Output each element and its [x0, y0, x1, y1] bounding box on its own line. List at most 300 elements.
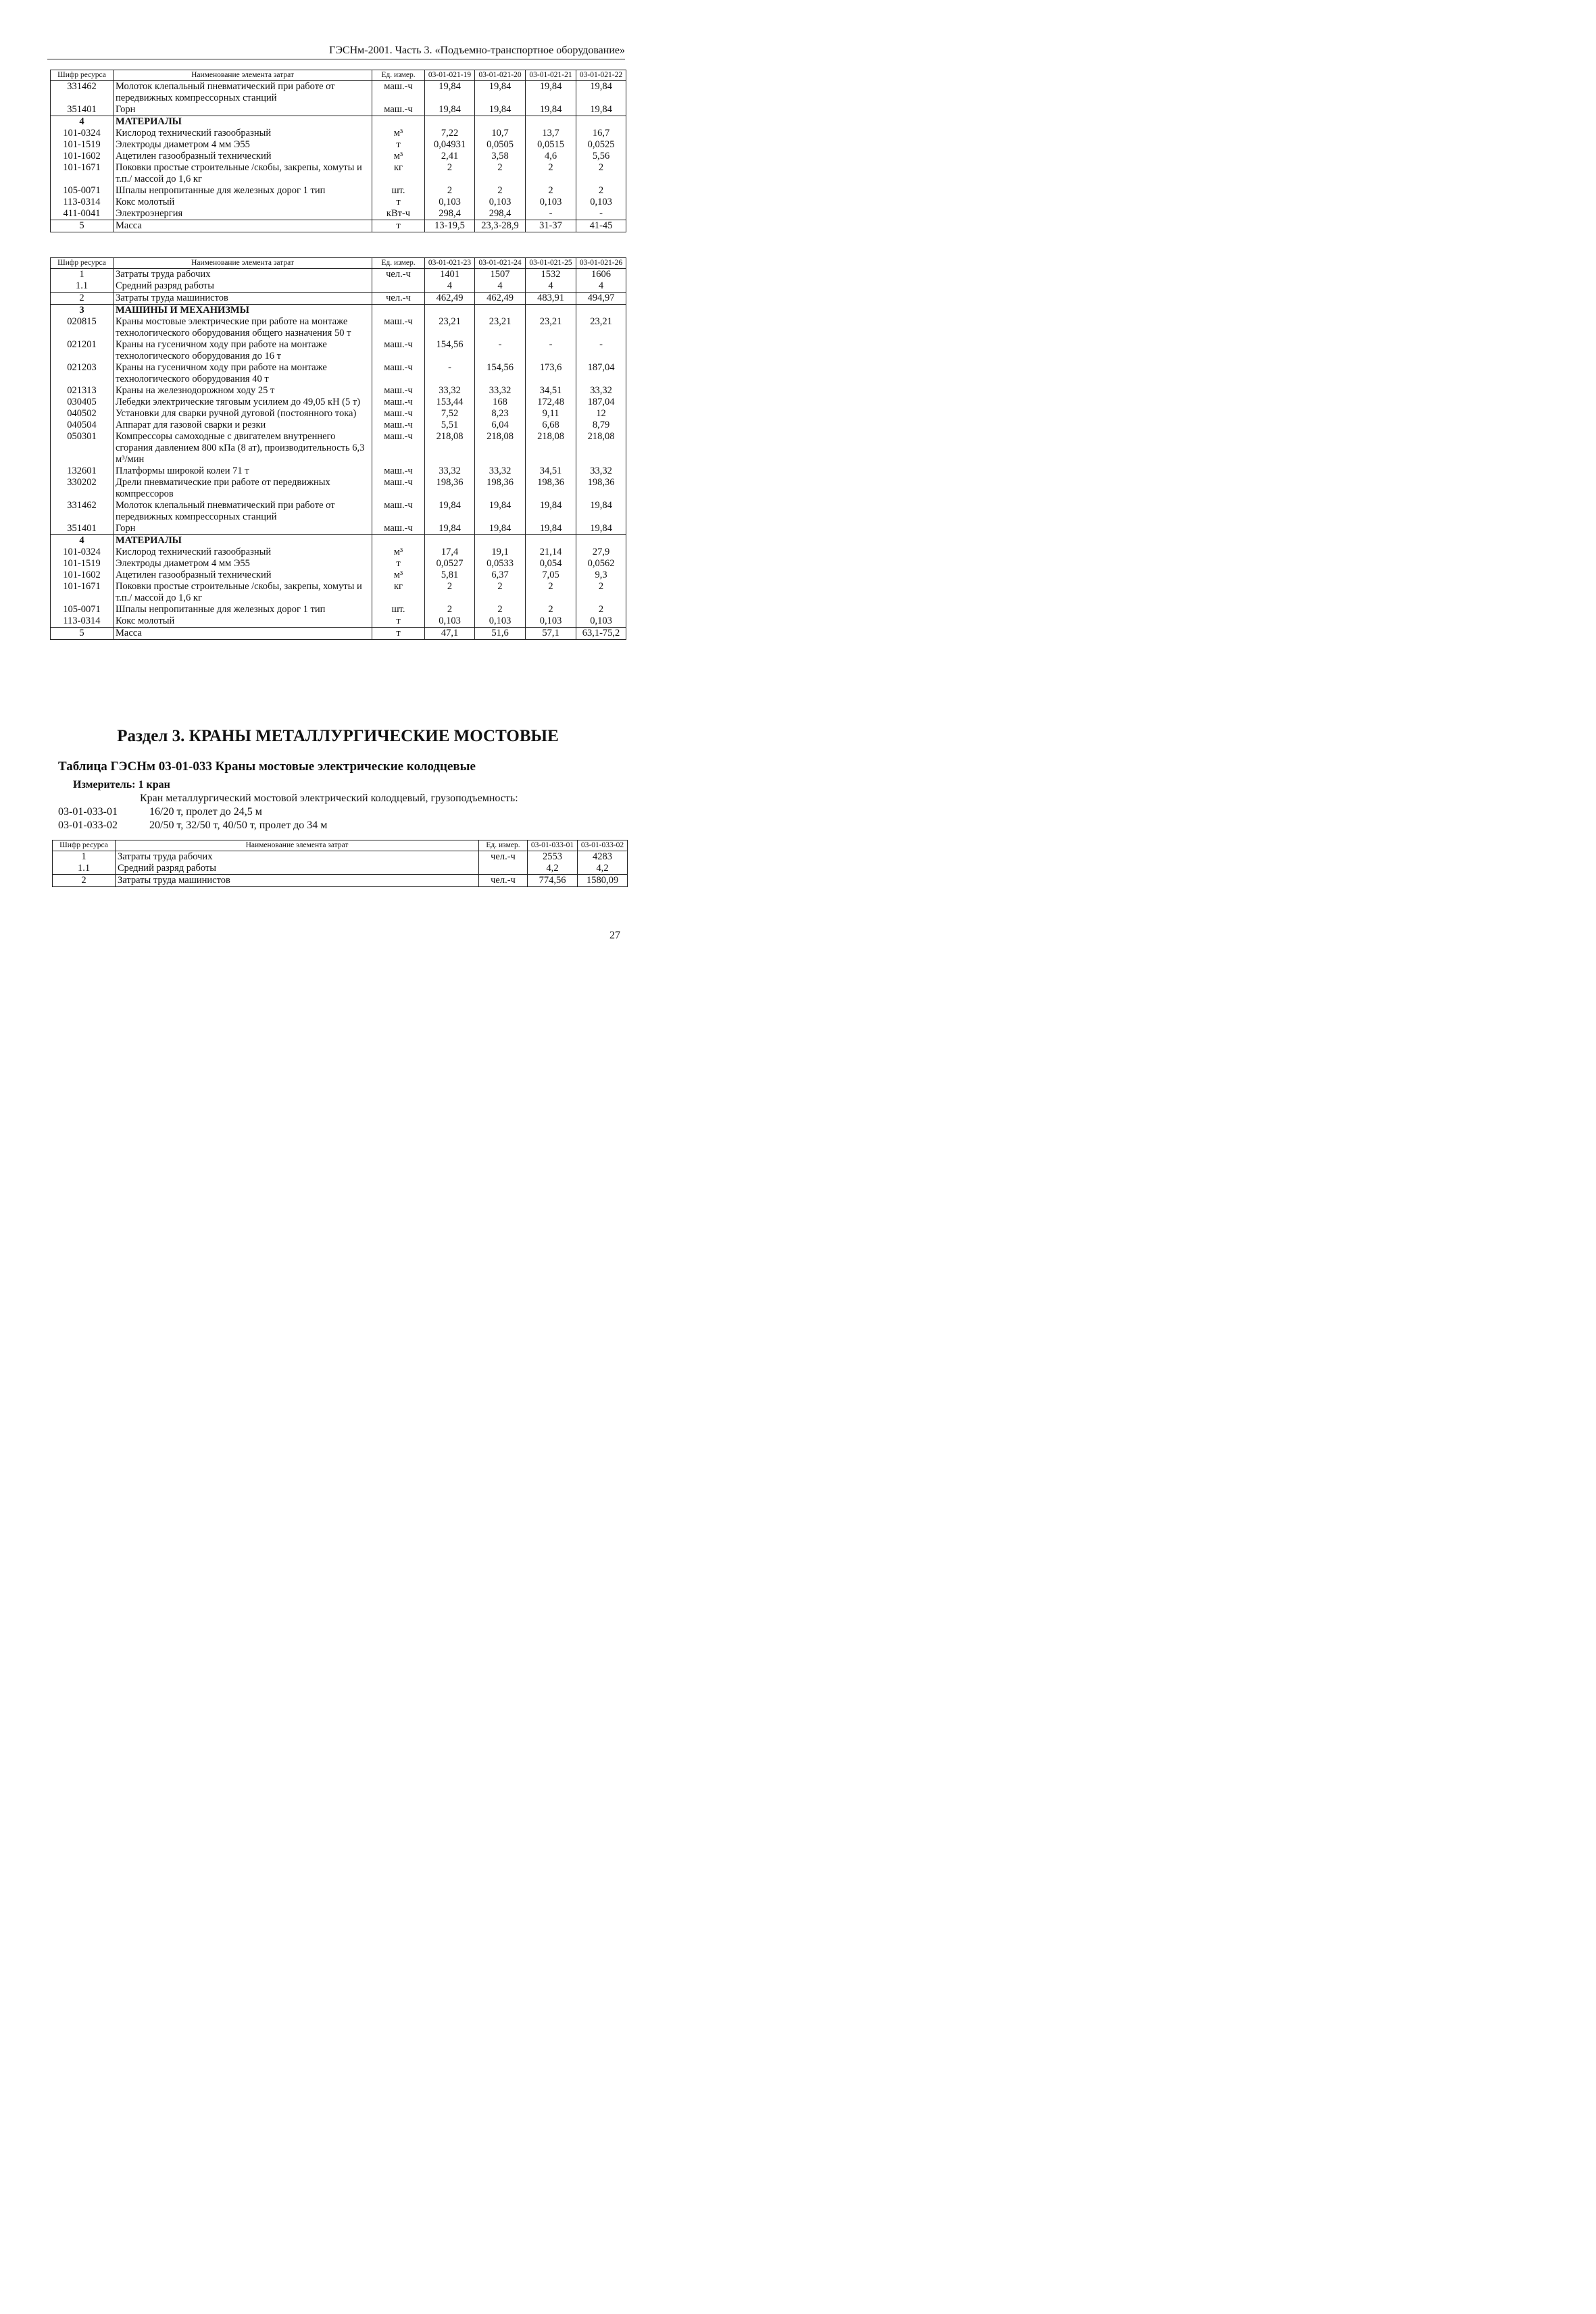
section-title: Раздел 3. КРАНЫ МЕТАЛЛУРГИЧЕСКИЕ МОСТОВЫЕ	[117, 727, 559, 745]
column-header: Наименование элемента затрат	[114, 70, 372, 81]
running-header: ГЭСНм-2001. Часть 3. «Подъемно-транспортное оборудование»	[47, 45, 625, 59]
table-row	[51, 104, 626, 116]
norm-value: 33,32	[425, 385, 475, 397]
table-row	[51, 615, 626, 628]
norm-value: -	[576, 208, 626, 220]
resource-code: 331462	[51, 500, 114, 523]
norm-value: 19,84	[526, 523, 576, 535]
norm-value: 298,4	[425, 208, 475, 220]
unit: т	[372, 139, 425, 151]
norm-value: 2	[475, 162, 526, 185]
norm-value: 63,1-75,2	[576, 628, 626, 640]
resource-name: Масса	[114, 220, 372, 232]
column-header: Шифр ресурса	[53, 840, 116, 851]
norm-value	[576, 535, 626, 547]
column-header: 03-01-021-26	[576, 258, 626, 269]
norm-value: 51,6	[475, 628, 526, 640]
resource-code: 101-1519	[51, 558, 114, 570]
resource-code: 132601	[51, 466, 114, 477]
norm-value: 0,0562	[576, 558, 626, 570]
norm-value: 7,22	[425, 128, 475, 139]
table-row	[51, 162, 626, 185]
table-row	[53, 863, 628, 875]
work-description: Кран металлургический мостовой электрический колодцевый, грузоподъемность:	[140, 793, 518, 804]
table-row	[51, 570, 626, 581]
norm-value: 0,0533	[475, 558, 526, 570]
resource-code: 2	[51, 293, 114, 305]
document-page	[0, 0, 676, 980]
norm-value: -	[425, 362, 475, 385]
norm-value: 8,79	[576, 420, 626, 431]
norm-value: 41-45	[576, 220, 626, 232]
resource-code: 021313	[51, 385, 114, 397]
resource-name: Кислород технический газообразный	[114, 547, 372, 558]
resource-name: Установки для сварки ручной дуговой (постоянного тока)	[114, 408, 372, 420]
resource-code: 1.1	[53, 863, 116, 875]
norm-value: 0,103	[526, 197, 576, 208]
resource-name: Краны на гусеничном ходу при работе на монтаже технологического оборудования до 16 т	[114, 339, 372, 362]
norm-value: 218,08	[425, 431, 475, 466]
unit: маш.-ч	[372, 81, 425, 105]
norm-value: 2	[526, 604, 576, 615]
norm-value: 0,103	[425, 197, 475, 208]
resource-name: Горн	[114, 523, 372, 535]
norm-value: 21,14	[526, 547, 576, 558]
norm-value: 4283	[578, 851, 628, 863]
resource-code: 331462	[51, 81, 114, 105]
resource-name: Компрессоры самоходные с двигателем внутреннего сгорания давлением 800 кПа (8 ат), производительность 6,3 м³/мин	[114, 431, 372, 466]
unit	[372, 305, 425, 317]
column-header: Ед. измер.	[479, 840, 528, 851]
table-row	[51, 316, 626, 339]
norm-value: 6,68	[526, 420, 576, 431]
resource-name: Кокс молотый	[114, 615, 372, 628]
norm-value: 5,56	[576, 151, 626, 162]
column-header: 03-01-021-23	[425, 258, 475, 269]
norm-value: 198,36	[576, 477, 626, 500]
resource-name: Затраты труда машинистов	[116, 875, 479, 887]
resource-table-021-19-22	[50, 70, 626, 232]
code-line-1	[58, 806, 262, 818]
norm-value: 19,84	[576, 500, 626, 523]
resource-name: Краны на железнодорожном ходу 25 т	[114, 385, 372, 397]
column-header: Ед. измер.	[372, 258, 425, 269]
resource-name: Затраты труда рабочих	[114, 269, 372, 281]
norm-value: 0,0527	[425, 558, 475, 570]
norm-value: 1401	[425, 269, 475, 281]
resource-name: Ацетилен газообразный технический	[114, 570, 372, 581]
table-row	[51, 477, 626, 500]
resource-name: Электроды диаметром 4 мм Э55	[114, 558, 372, 570]
norm-value: 5,81	[425, 570, 475, 581]
norm-value: 0,054	[526, 558, 576, 570]
norm-value: 19,84	[425, 500, 475, 523]
column-header: 03-01-033-02	[578, 840, 628, 851]
resource-name: Кокс молотый	[114, 197, 372, 208]
unit: м³	[372, 547, 425, 558]
resource-code: 351401	[51, 523, 114, 535]
norm-value: 2	[526, 185, 576, 197]
resource-code: 101-1671	[51, 162, 114, 185]
column-header: 03-01-021-25	[526, 258, 576, 269]
norm-value: 13,7	[526, 128, 576, 139]
norm-value: 19,84	[576, 104, 626, 116]
resource-code: 1.1	[51, 280, 114, 293]
resource-name: Электроэнергия	[114, 208, 372, 220]
table-row	[51, 558, 626, 570]
resource-table-033	[52, 840, 628, 887]
unit: т	[372, 628, 425, 640]
norm-value: 3,58	[475, 151, 526, 162]
norm-value: 187,04	[576, 362, 626, 385]
resource-code: 101-0324	[51, 547, 114, 558]
unit: т	[372, 615, 425, 628]
resource-code: 4	[51, 535, 114, 547]
column-header: Шифр ресурса	[51, 258, 114, 269]
norm-value: 34,51	[526, 466, 576, 477]
norm-value: 198,36	[526, 477, 576, 500]
resource-name: Молоток клепальный пневматический при работе от передвижных компрессорных станций	[114, 500, 372, 523]
table-row	[51, 466, 626, 477]
resource-name: Затраты труда рабочих	[116, 851, 479, 863]
resource-name: Краны мостовые электрические при работе на монтаже технологического оборудования общего назначения 50 т	[114, 316, 372, 339]
norm-value: 774,56	[528, 875, 578, 887]
unit: маш.-ч	[372, 466, 425, 477]
norm-value: -	[576, 339, 626, 362]
page-number: 27	[609, 930, 620, 941]
norm-value: -	[526, 208, 576, 220]
table-row	[51, 420, 626, 431]
table-row	[51, 81, 626, 105]
resource-code: 5	[51, 220, 114, 232]
norm-value: 2	[425, 162, 475, 185]
table-row	[53, 851, 628, 863]
norm-value: 7,05	[526, 570, 576, 581]
norm-value: 0,04931	[425, 139, 475, 151]
norm-value: 2	[576, 162, 626, 185]
resource-code: 021201	[51, 339, 114, 362]
norm-value: 31-37	[526, 220, 576, 232]
table-row	[51, 139, 626, 151]
column-header: 03-01-033-01	[528, 840, 578, 851]
norm-value: 17,4	[425, 547, 475, 558]
resource-name: Шпалы непропитанные для железных дорог 1 тип	[114, 604, 372, 615]
unit: маш.-ч	[372, 477, 425, 500]
norm-value: 57,1	[526, 628, 576, 640]
table-row	[51, 408, 626, 420]
norm-value: 19,84	[475, 500, 526, 523]
norm-value: 1606	[576, 269, 626, 281]
norm-value: 1532	[526, 269, 576, 281]
table-row	[51, 280, 626, 293]
resource-name: Кислород технический газообразный	[114, 128, 372, 139]
norm-value: 1580,09	[578, 875, 628, 887]
norm-value	[425, 535, 475, 547]
norm-value: 0,103	[475, 615, 526, 628]
resource-code: 3	[51, 305, 114, 317]
unit: маш.-ч	[372, 385, 425, 397]
norm-value: 33,32	[576, 385, 626, 397]
norm-value	[526, 535, 576, 547]
resource-name: МАТЕРИАЛЫ	[114, 535, 372, 547]
resource-code: 351401	[51, 104, 114, 116]
resource-name: Затраты труда машинистов	[114, 293, 372, 305]
norm-value: 483,91	[526, 293, 576, 305]
norm-value: 6,04	[475, 420, 526, 431]
norm-value: 154,56	[475, 362, 526, 385]
norm-value	[425, 116, 475, 128]
table-row	[51, 581, 626, 604]
resource-name: Средний разряд работы	[116, 863, 479, 875]
norm-value: 0,0525	[576, 139, 626, 151]
column-header: 03-01-021-21	[526, 70, 576, 81]
resource-code: 040502	[51, 408, 114, 420]
resource-code: 105-0071	[51, 604, 114, 615]
resource-code: 1	[51, 269, 114, 281]
norm-value	[475, 116, 526, 128]
unit: м³	[372, 128, 425, 139]
resource-name: Шпалы непропитанные для железных дорог 1 тип	[114, 185, 372, 197]
resource-code: 101-1602	[51, 570, 114, 581]
table-row	[53, 875, 628, 887]
table-row	[51, 197, 626, 208]
norm-value	[475, 305, 526, 317]
norm-value: 12	[576, 408, 626, 420]
norm-value: 8,23	[475, 408, 526, 420]
norm-value: 2	[425, 581, 475, 604]
norm-value: 23,3-28,9	[475, 220, 526, 232]
unit: маш.-ч	[372, 397, 425, 408]
table-row	[51, 151, 626, 162]
resource-code: 050301	[51, 431, 114, 466]
norm-value: 0,0505	[475, 139, 526, 151]
table-title: Таблица ГЭСНм 03-01-033 Краны мостовые электрические колодцевые	[58, 759, 476, 774]
norm-value: 2,41	[425, 151, 475, 162]
table-row	[51, 431, 626, 466]
resource-name: Ацетилен газообразный технический	[114, 151, 372, 162]
norm-value: 19,84	[526, 81, 576, 105]
norm-value: 19,84	[475, 104, 526, 116]
norm-value: 218,08	[475, 431, 526, 466]
table-row	[51, 293, 626, 305]
norm-value: 1507	[475, 269, 526, 281]
norm-value: 7,52	[425, 408, 475, 420]
resource-name: МАШИНЫ И МЕХАНИЗМЫ	[114, 305, 372, 317]
table-row	[51, 362, 626, 385]
norm-value: 2	[475, 185, 526, 197]
norm-value: 47,1	[425, 628, 475, 640]
column-header: 03-01-021-22	[576, 70, 626, 81]
table-row	[51, 523, 626, 535]
norm-value: 19,84	[526, 104, 576, 116]
column-header: Наименование элемента затрат	[114, 258, 372, 269]
norm-value: 27,9	[576, 547, 626, 558]
resource-name: Молоток клепальный пневматический при работе от передвижных компрессорных станций	[114, 81, 372, 105]
norm-value: 19,84	[425, 104, 475, 116]
resource-name: Средний разряд работы	[114, 280, 372, 293]
table-row	[51, 547, 626, 558]
unit: маш.-ч	[372, 316, 425, 339]
norm-value: 9,11	[526, 408, 576, 420]
norm-value	[425, 305, 475, 317]
norm-value	[526, 305, 576, 317]
norm-value: 0,103	[526, 615, 576, 628]
resource-code: 4	[51, 116, 114, 128]
norm-value: 19,84	[425, 81, 475, 105]
resource-name: Поковки простые строительные /скобы, закрепы, хомуты и т.п./ массой до 1,6 кг	[114, 581, 372, 604]
resource-name: Аппарат для газовой сварки и резки	[114, 420, 372, 431]
norm-value: 19,84	[526, 500, 576, 523]
resource-code: 5	[51, 628, 114, 640]
unit: т	[372, 197, 425, 208]
unit: чел.-ч	[479, 875, 528, 887]
resource-code: 411-0041	[51, 208, 114, 220]
norm-value: 33,32	[475, 385, 526, 397]
norm-value	[475, 535, 526, 547]
unit: маш.-ч	[372, 431, 425, 466]
table-row	[51, 535, 626, 547]
table-row	[51, 128, 626, 139]
norm-value: 4,2	[578, 863, 628, 875]
table-row	[51, 397, 626, 408]
norm-value: 173,6	[526, 362, 576, 385]
norm-value: 19,84	[475, 81, 526, 105]
norm-value: 2	[576, 185, 626, 197]
norm-value: 2	[475, 604, 526, 615]
norm-value	[576, 305, 626, 317]
resource-name: Лебедки электрические тяговым усилием до 49,05 кН (5 т)	[114, 397, 372, 408]
norm-value: 154,56	[425, 339, 475, 362]
unit: маш.-ч	[372, 408, 425, 420]
unit: чел.-ч	[372, 269, 425, 281]
resource-code: 113-0314	[51, 197, 114, 208]
norm-value: 218,08	[576, 431, 626, 466]
norm-value: 19,84	[576, 81, 626, 105]
norm-value: 2	[425, 185, 475, 197]
resource-name: Платформы широкой колеи 71 т	[114, 466, 372, 477]
resource-name: Дрели пневматические при работе от передвижных компрессоров	[114, 477, 372, 500]
norm-value: 462,49	[475, 293, 526, 305]
norm-value: 23,21	[475, 316, 526, 339]
norm-value: 4,6	[526, 151, 576, 162]
norm-value: 198,36	[475, 477, 526, 500]
unit: кг	[372, 162, 425, 185]
norm-value: 462,49	[425, 293, 475, 305]
table-row	[51, 500, 626, 523]
norm-value: 2	[475, 581, 526, 604]
table-row	[51, 116, 626, 128]
unit	[372, 116, 425, 128]
unit	[479, 863, 528, 875]
resource-code: 101-1519	[51, 139, 114, 151]
column-header: Наименование элемента затрат	[116, 840, 479, 851]
unit: кг	[372, 581, 425, 604]
unit: маш.-ч	[372, 362, 425, 385]
norm-value: 6,37	[475, 570, 526, 581]
norm-value: 19,1	[475, 547, 526, 558]
resource-code: 021203	[51, 362, 114, 385]
norm-value: 2	[576, 581, 626, 604]
resource-code: 330202	[51, 477, 114, 500]
table-row	[51, 220, 626, 232]
norm-value: 4	[526, 280, 576, 293]
unit: шт.	[372, 185, 425, 197]
norm-value: 2	[425, 604, 475, 615]
norm-value: 23,21	[576, 316, 626, 339]
code-line-2	[58, 820, 327, 832]
norm-value: 0,103	[425, 615, 475, 628]
resource-name: Горн	[114, 104, 372, 116]
resource-name: Электроды диаметром 4 мм Э55	[114, 139, 372, 151]
unit: маш.-ч	[372, 104, 425, 116]
norm-value: 153,44	[425, 397, 475, 408]
unit: м³	[372, 151, 425, 162]
resource-code: 113-0314	[51, 615, 114, 628]
column-header: 03-01-021-24	[475, 258, 526, 269]
norm-value: 19,84	[576, 523, 626, 535]
norm-value: 4	[576, 280, 626, 293]
table-row	[51, 385, 626, 397]
table-header-row	[53, 840, 628, 851]
norm-value: 19,84	[425, 523, 475, 535]
unit: т	[372, 558, 425, 570]
norm-value: 10,7	[475, 128, 526, 139]
table-row	[51, 305, 626, 317]
norm-value: -	[475, 339, 526, 362]
norm-value: 218,08	[526, 431, 576, 466]
resource-code: 101-0324	[51, 128, 114, 139]
norm-value: 23,21	[425, 316, 475, 339]
work-code: 03-01-033-02	[58, 820, 118, 831]
resource-name: Краны на гусеничном ходу при работе на монтаже технологического оборудования 40 т	[114, 362, 372, 385]
norm-value	[526, 116, 576, 128]
norm-value: 2553	[528, 851, 578, 863]
norm-value: 2	[526, 581, 576, 604]
unit: чел.-ч	[479, 851, 528, 863]
column-header: 03-01-021-19	[425, 70, 475, 81]
norm-value: 298,4	[475, 208, 526, 220]
unit	[372, 535, 425, 547]
norm-value: 4	[425, 280, 475, 293]
table-row	[51, 339, 626, 362]
norm-value: 9,3	[576, 570, 626, 581]
norm-value: 34,51	[526, 385, 576, 397]
norm-value: 33,32	[475, 466, 526, 477]
norm-value: 2	[526, 162, 576, 185]
unit: чел.-ч	[372, 293, 425, 305]
norm-value: 19,84	[475, 523, 526, 535]
norm-value: 2	[576, 604, 626, 615]
norm-value: 0,103	[576, 197, 626, 208]
table-row	[51, 604, 626, 615]
norm-value: 16,7	[576, 128, 626, 139]
unit: шт.	[372, 604, 425, 615]
resource-code: 040504	[51, 420, 114, 431]
unit: м³	[372, 570, 425, 581]
norm-value: 4	[475, 280, 526, 293]
meter-label: Измеритель: 1 кран	[73, 779, 170, 790]
norm-value: 172,48	[526, 397, 576, 408]
unit: маш.-ч	[372, 420, 425, 431]
table-row	[51, 269, 626, 281]
unit: маш.-ч	[372, 523, 425, 535]
norm-value: 4,2	[528, 863, 578, 875]
norm-value: 0,103	[576, 615, 626, 628]
norm-value	[576, 116, 626, 128]
table-row	[51, 185, 626, 197]
resource-name: МАТЕРИАЛЫ	[114, 116, 372, 128]
resource-code: 1	[53, 851, 116, 863]
